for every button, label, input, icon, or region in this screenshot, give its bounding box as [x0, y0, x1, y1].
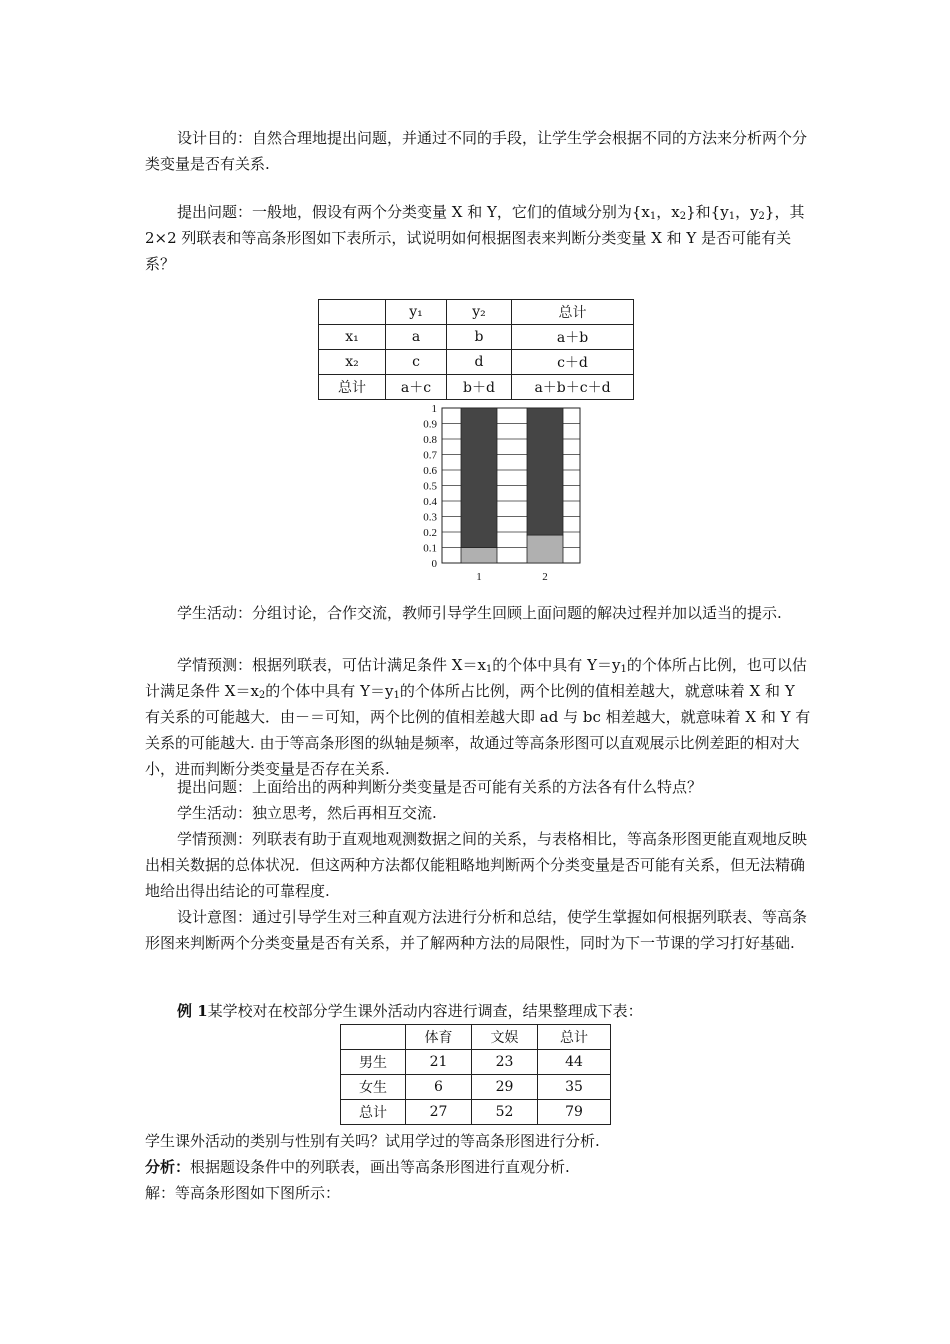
table-cell: 23 [472, 1050, 538, 1075]
table-cell: a＋b＋c＋d [512, 375, 634, 400]
y-tick-label: 1 [431, 403, 437, 415]
y-tick-label: 0 [431, 558, 437, 570]
student-activity-paragraph: 学生活动：分组讨论，合作交流，教师引导学生回顾上面问题的解决过程并加以适当的提示. [177, 604, 782, 622]
table-row [319, 300, 634, 325]
table-cell: x₂ [319, 350, 386, 375]
table-cell: 女生 [341, 1075, 406, 1100]
table-cell: 6 [406, 1075, 472, 1100]
y-tick-label: 0.3 [423, 511, 437, 524]
y-tick-label: 0.8 [423, 434, 437, 446]
stacked-bar-chart [400, 396, 590, 586]
table-cell: 体育 [406, 1025, 472, 1050]
table-cell: 总计 [512, 300, 634, 325]
table-cell: y₂ [447, 300, 512, 325]
survey-contingency-table [340, 1024, 611, 1125]
question-paragraph: 提出问题：上面给出的两种判断分类变量是否可能有关系的方法各有什么特点？ [177, 778, 703, 796]
table-cell: a [386, 325, 447, 350]
design-intent-paragraph: 设计意图：通过引导学生对三种直观方法进行分析和总结，使学生掌握如何根据列联表、等高条形图来判断两个分类变量是否有关系，并了解两种方法的局限性，同时为下一节课的学习打好基础. [145, 908, 808, 952]
table-cell: c [386, 350, 447, 375]
table-cell: 男生 [341, 1050, 406, 1075]
bar-segment-upper [527, 408, 563, 535]
table-row [319, 325, 634, 350]
y-tick-label: 0.4 [423, 496, 437, 508]
analysis-label: 分析： [145, 1158, 191, 1176]
y-tick-label: 0.5 [423, 480, 437, 493]
table-cell: 27 [406, 1100, 472, 1125]
y-tick-label: 0.2 [423, 527, 437, 539]
table-cell: c＋d [512, 350, 634, 375]
table-cell: d [447, 350, 512, 375]
table-cell: b＋d [447, 375, 512, 400]
contingency-table-general [318, 299, 634, 400]
table-cell [319, 300, 386, 325]
y-tick-label: 0.7 [423, 449, 437, 462]
table-cell: a＋c [386, 375, 447, 400]
table-cell: 文娱 [472, 1025, 538, 1050]
design-purpose-paragraph: 设计目的：自然合理地提出问题，并通过不同的手段，让学生学会根据不同的方法来分析两个分类变量是否有关系. [145, 129, 808, 173]
example-paragraph: 例 1某学校对在校部分学生课外活动内容进行调查，结果整理成下表： [177, 1002, 643, 1020]
table-cell: 79 [538, 1100, 611, 1125]
table-row [341, 1075, 611, 1100]
table-cell: 44 [538, 1050, 611, 1075]
student-activity-paragraph-2: 学生活动：独立思考，然后再相互交流. [177, 804, 437, 822]
table-cell [341, 1025, 406, 1050]
table-cell: 52 [472, 1100, 538, 1125]
table-cell: x₁ [319, 325, 386, 350]
bar-segment-upper [461, 408, 497, 548]
example-label: 例 1 [177, 1002, 208, 1020]
y-tick-label: 0.6 [423, 465, 437, 477]
example-question: 学生课外活动的类别与性别有关吗？试用学过的等高条形图进行分析. [145, 1132, 600, 1150]
table-row [341, 1050, 611, 1075]
table-cell: 总计 [341, 1100, 406, 1125]
y-tick-label: 0.1 [423, 542, 437, 555]
table-row [319, 350, 634, 375]
x-tick-label: 2 [542, 571, 548, 583]
table-cell: 29 [472, 1075, 538, 1100]
table-cell: a＋b [512, 325, 634, 350]
x-tick-label: 1 [476, 571, 482, 583]
table-cell: y₁ [386, 300, 447, 325]
table-row [341, 1100, 611, 1125]
table-cell: 35 [538, 1075, 611, 1100]
bar-segment-lower [527, 535, 563, 563]
problem-paragraph: 提出问题：一般地，假设有两个分类变量 X 和 Y，它们的值域分别为{$x_1$，$x_2$}和{$y_1$，$y_2$}，其 2×2 列联表和等高条形图如下表所示，试说明如何根据图表来判断分类变量 X 和 Y 是否可能有关系？ [145, 203, 805, 273]
prediction-paragraph-2: 学情预测：列联表有助于直观地观测数据之间的关系，与表格相比，等高条形图更能直观地反映出相关数据的总体状况．但这两种方法都仅能粗略地判断两个分类变量是否可能有关系，但无法精确地给出得出结论的可靠程度. [145, 830, 808, 900]
bar-segment-lower [461, 548, 497, 564]
table-cell: 总计 [319, 375, 386, 400]
solution-paragraph: 解：等高条形图如下图所示： [145, 1184, 341, 1202]
prediction-paragraph: 学情预测：根据列联表，可估计满足条件 $X=x_1$的个体中具有 $Y=y_1$的个体所占比例，也可以估计满足条件 $X=x_2$的个体中具有 $Y=y_1$的个体所占比例，两个比例的值相差越大，就意味着 X 和 Y 有关系的可能越大．由－＝可知，两个比例的值相差越大即 ad 与 bc 相差越大，就意味着 X 和 Y 有关系的可能越大. 由于等高条形图的纵轴是频率，故通过等高条形图可以直观展示比例差距的相对大小，进而判断分类变量是否存在关系. [145, 656, 811, 778]
table-row [341, 1025, 611, 1050]
table-cell: b [447, 325, 512, 350]
table-cell: 总计 [538, 1025, 611, 1050]
y-tick-label: 0.9 [423, 418, 437, 431]
analysis-paragraph: 分析：根据题设条件中的列联表，画出等高条形图进行直观分析. [145, 1158, 570, 1176]
table-cell: 21 [406, 1050, 472, 1075]
